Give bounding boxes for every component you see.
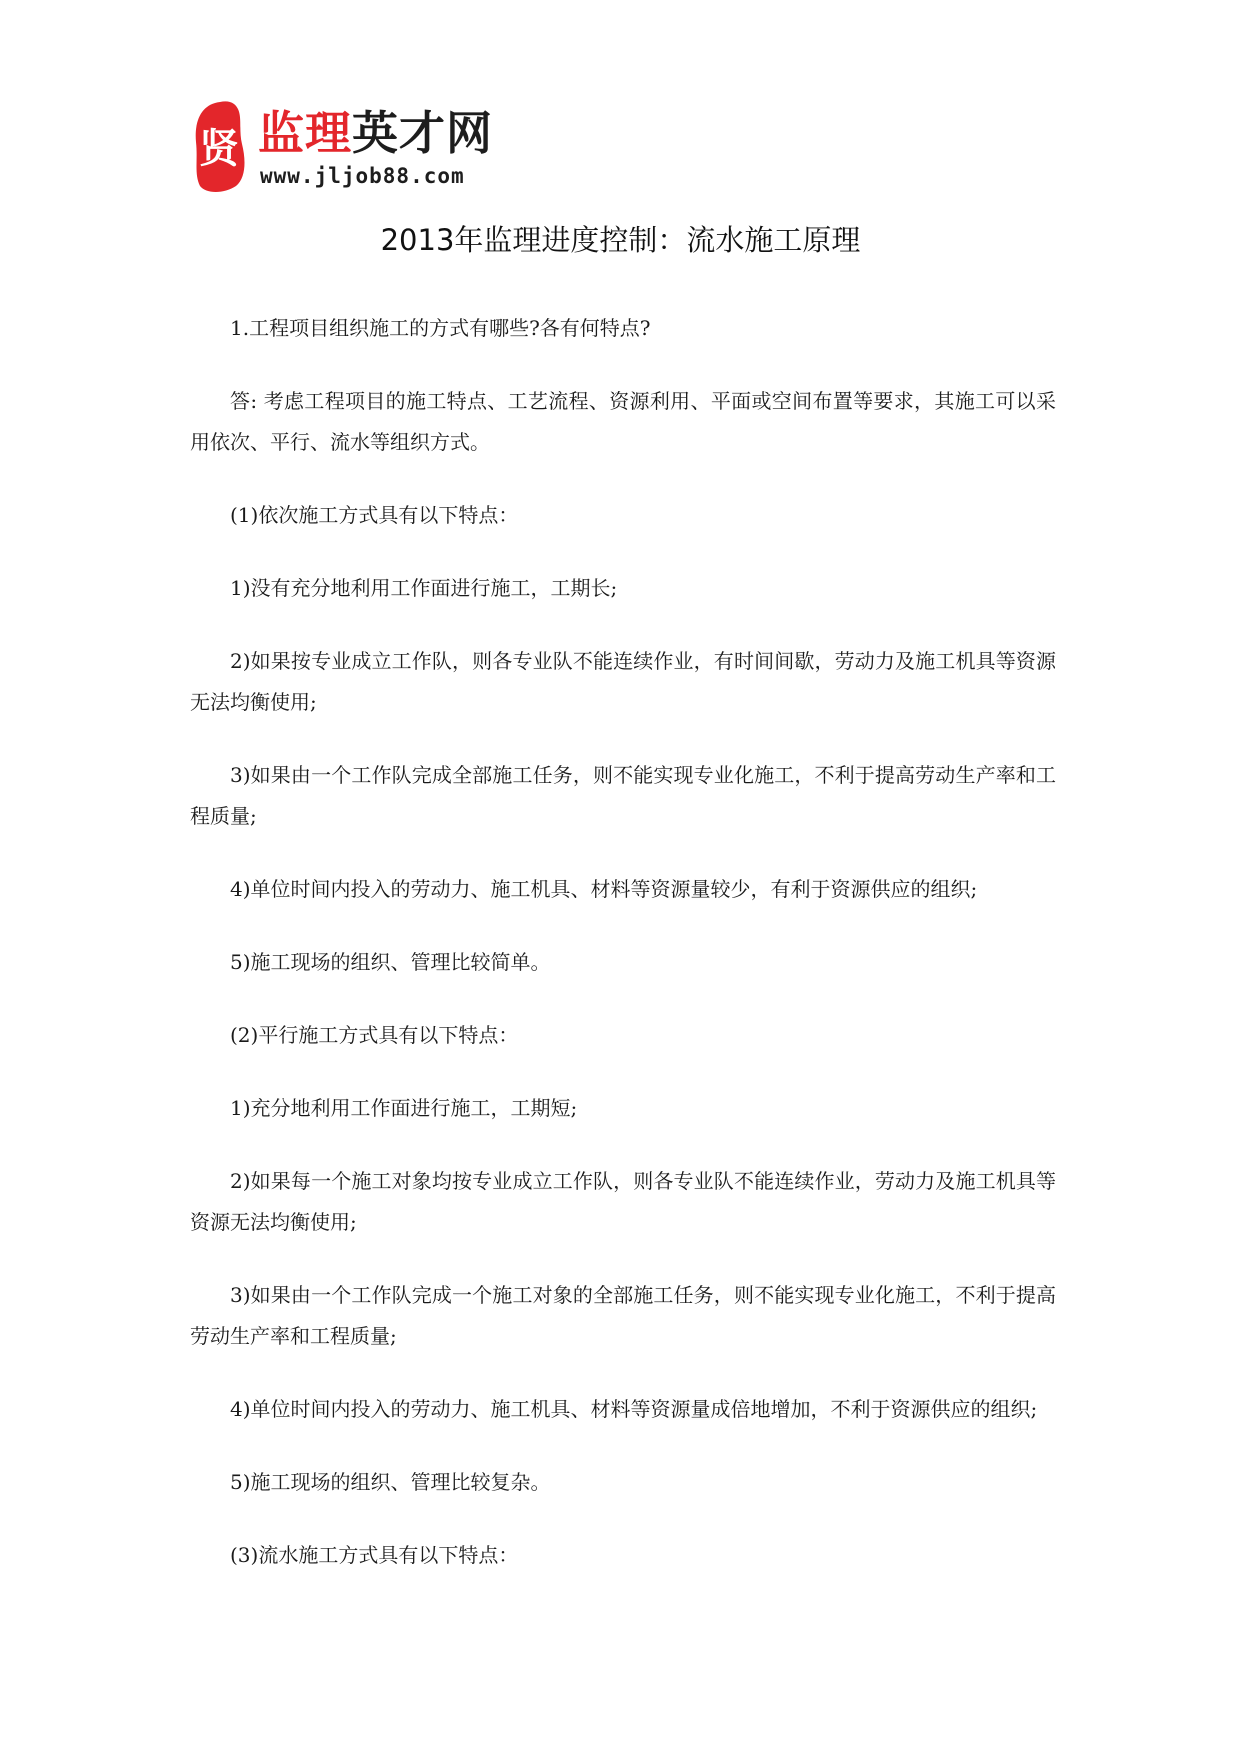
paragraph: (3)流水施工方式具有以下特点：	[230, 1543, 519, 1567]
logo-name-part2: 英才网	[352, 106, 493, 160]
paragraph: 4)单位时间内投入的劳动力、施工机具、材料等资源量较少，有利于资源供应的组织;	[230, 877, 978, 901]
paragraph: (2)平行施工方式具有以下特点：	[230, 1023, 519, 1047]
document-body	[190, 308, 1056, 1608]
paragraph: 5)施工现场的组织、管理比较简单。	[230, 950, 551, 974]
paragraph: 3)如果由一个工作队完成一个施工对象的全部施工任务，则不能实现专业化施工，不利于提高劳动生产率和工程质量;	[190, 1283, 1056, 1348]
logo-name-part1: 监理	[258, 106, 352, 160]
paragraph: 答: 考虑工程项目的施工特点、工艺流程、资源利用、平面或空间布置等要求，其施工可以采用依次、平行、流水等组织方式。	[190, 389, 1056, 454]
paragraph: (1)依次施工方式具有以下特点：	[230, 503, 519, 527]
logo-url[interactable]: www.jljob88.com	[260, 164, 465, 188]
svg-text:贤: 贤	[199, 126, 239, 172]
paragraph: 5)施工现场的组织、管理比较复杂。	[230, 1470, 551, 1494]
paragraph: 2)如果每一个施工对象均按专业成立工作队，则各专业队不能连续作业，劳动力及施工机具等资源无法均衡使用;	[190, 1169, 1056, 1234]
paragraph: 3)如果由一个工作队完成全部施工任务，则不能实现专业化施工，不利于提高劳动生产率和工程质量;	[190, 763, 1056, 828]
paragraph: 4)单位时间内投入的劳动力、施工机具、材料等资源量成倍地增加，不利于资源供应的组织;	[230, 1397, 1038, 1421]
document-title: 2013年监理进度控制：流水施工原理	[380, 223, 861, 257]
paragraph: 2)如果按专业成立工作队，则各专业队不能连续作业，有时间间歇，劳动力及施工机具等资源无法均衡使用;	[190, 649, 1056, 714]
paragraph: 1)没有充分地利用工作面进行施工，工期长;	[230, 576, 618, 600]
paragraph: 1.工程项目组织施工的方式有哪些?各有何特点?	[230, 316, 651, 340]
logo-seal-icon	[190, 98, 248, 196]
logo-name	[258, 108, 493, 158]
site-logo[interactable]	[190, 98, 520, 198]
paragraph: 1)充分地利用工作面进行施工，工期短;	[230, 1096, 578, 1120]
